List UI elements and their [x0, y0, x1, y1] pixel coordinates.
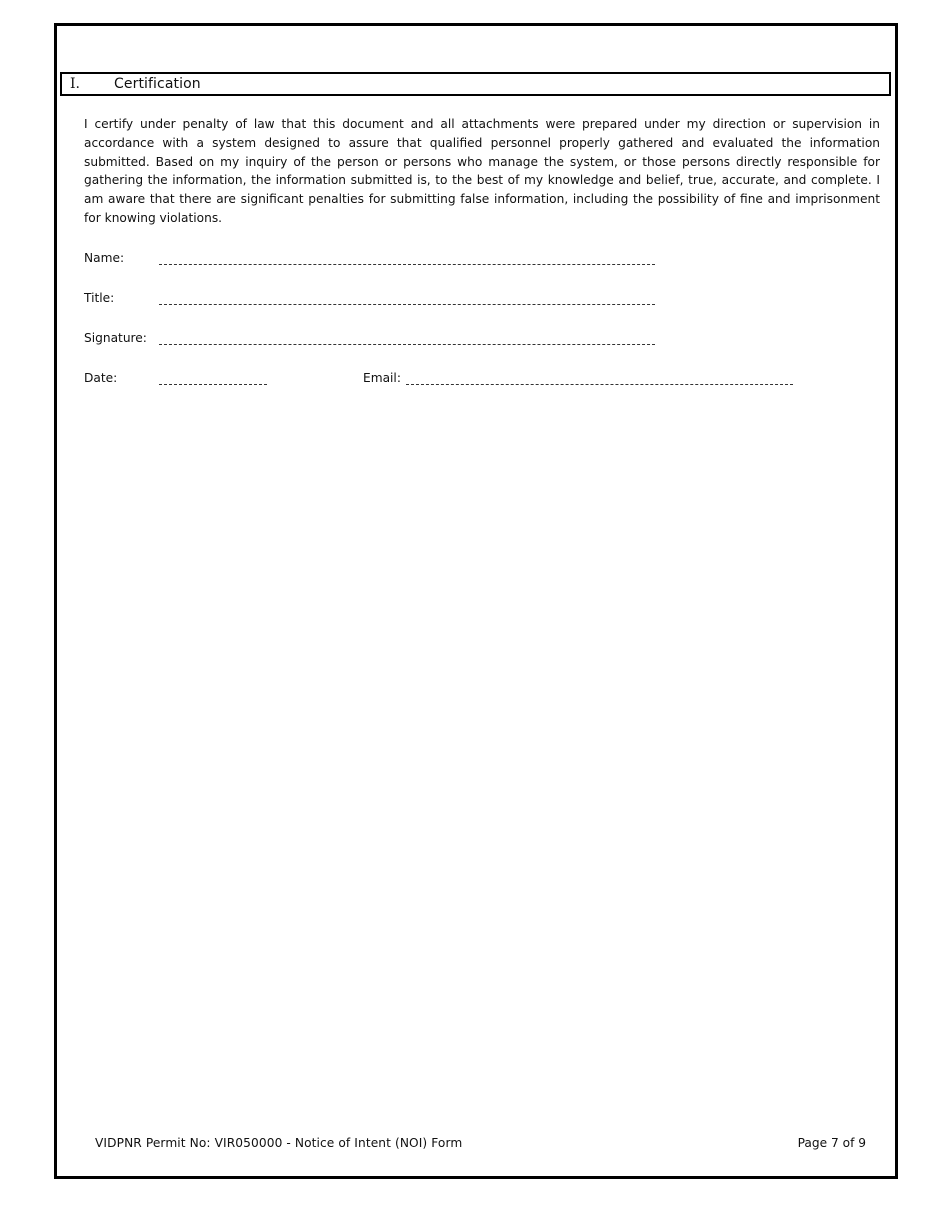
certification-statement: I certify under penalty of law that this document and all attachments were prepared under my direction or supervision in accordance with a system designed to assure that qualified personnel properly gathered and evaluated the information submitted. Based on my inquiry of the person or persons who manage the system, or those persons directly responsible for gathering the information, the information submitted is, to the best of my knowledge and belief, true, accurate, and complete. I am aware that there are significant penalties for submitting false information, including the possibility of fine and imprisonment for knowing violations.	[84, 117, 880, 225]
signature-label: Signature:	[84, 331, 147, 345]
signature-field[interactable]	[159, 344, 655, 345]
footer-page-number: Page 7 of 9	[797, 1136, 866, 1150]
email-label: Email:	[363, 371, 401, 385]
email-field[interactable]	[406, 384, 793, 385]
name-label: Name:	[84, 251, 125, 265]
title-field[interactable]	[159, 304, 655, 305]
section-number: I.	[70, 76, 80, 92]
name-field[interactable]	[159, 264, 655, 265]
footer-form-id: VIDPNR Permit No: VIR050000 - Notice of Intent (NOI) Form	[95, 1136, 463, 1150]
date-field[interactable]	[159, 384, 267, 385]
date-label: Date:	[84, 371, 118, 385]
section-title: Certification	[114, 76, 201, 92]
section-header	[60, 72, 891, 96]
title-label: Title:	[84, 291, 115, 305]
